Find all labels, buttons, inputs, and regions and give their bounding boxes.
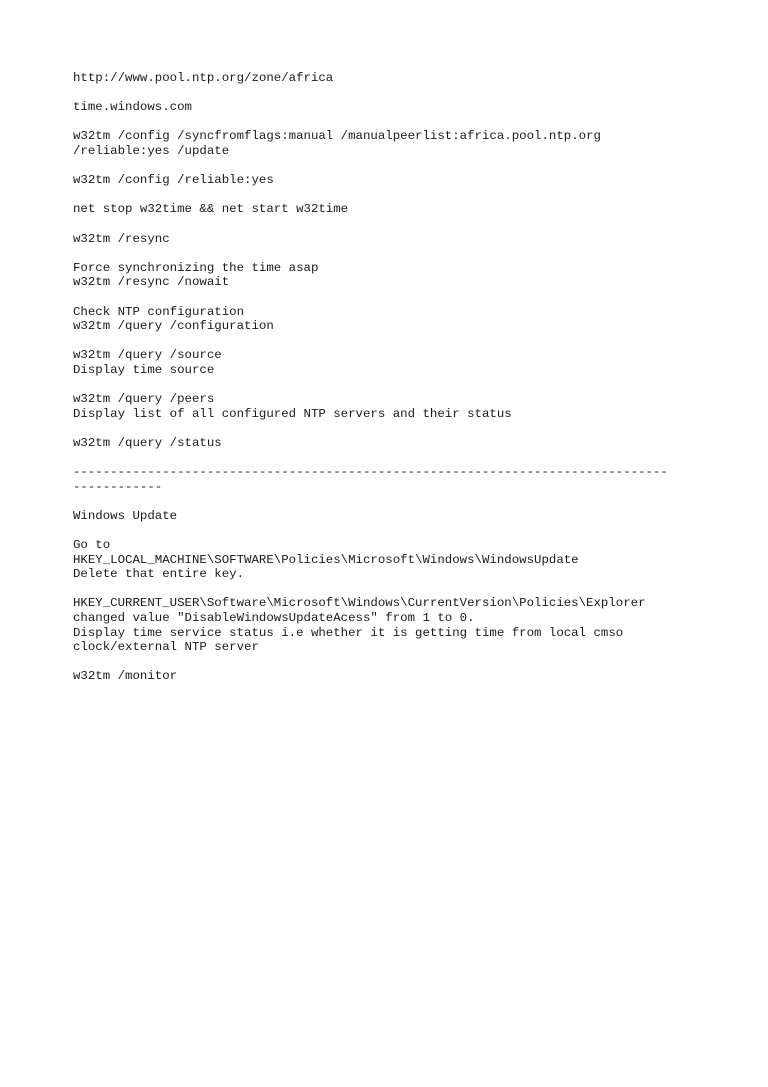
text-line: time.windows.com xyxy=(73,100,192,115)
paragraph xyxy=(73,436,733,451)
text-line: ------------ xyxy=(73,479,163,494)
text-line: Display time source xyxy=(73,362,215,377)
text-line: Windows Update xyxy=(73,508,178,523)
paragraph xyxy=(73,129,733,158)
text-line: clock/external NTP server xyxy=(73,640,259,655)
paragraph xyxy=(73,509,733,524)
paragraph xyxy=(73,538,733,582)
text-line: w32tm /resync xyxy=(73,231,170,246)
text-line: Display list of all configured NTP servers and their status xyxy=(73,406,512,421)
text-line: w32tm /resync /nowait xyxy=(73,275,230,290)
text-line: w32tm /query /peers xyxy=(73,392,215,407)
text-line: http://www.pool.ntp.org/zone/africa xyxy=(73,71,334,85)
paragraph xyxy=(73,348,733,377)
paragraph xyxy=(73,71,733,86)
text-line: w32tm /monitor xyxy=(73,669,178,684)
text-line: net stop w32time && net start w32time xyxy=(73,202,349,217)
text-line: w32tm /query /configuration xyxy=(73,319,274,334)
document-body xyxy=(73,71,733,699)
paragraph xyxy=(73,173,733,188)
text-line: Force synchronizing the time asap xyxy=(73,260,319,275)
text-line: w32tm /query /source xyxy=(73,348,222,363)
paragraph xyxy=(73,465,733,494)
text-line: -------------------------------------------------------------------------------- xyxy=(73,465,668,480)
text-line: Display time service status i.e whether it is getting time from local cmso xyxy=(73,625,624,640)
text-line: HKEY_CURRENT_USER\Software\Microsoft\Windows\CurrentVersion\Policies\Explorer xyxy=(73,596,646,611)
text-line: Delete that entire key. xyxy=(73,567,245,582)
paragraph xyxy=(73,232,733,247)
text-line: /reliable:yes /update xyxy=(73,143,230,158)
paragraph xyxy=(73,261,733,290)
paragraph xyxy=(73,596,733,654)
text-line: w32tm /config /syncfromflags:manual /manualpeerlist:africa.pool.ntp.org xyxy=(73,129,601,144)
text-line: HKEY_LOCAL_MACHINE\SOFTWARE\Policies\Microsoft\Windows\WindowsUpdate xyxy=(73,552,579,567)
text-line: w32tm /query /status xyxy=(73,435,222,450)
paragraph xyxy=(73,669,733,684)
paragraph xyxy=(73,305,733,334)
text-line: changed value "DisableWindowsUpdateAcess" from 1 to 0. xyxy=(73,610,475,625)
paragraph xyxy=(73,100,733,115)
text-line: w32tm /config /reliable:yes xyxy=(73,173,274,188)
text-line: Check NTP configuration xyxy=(73,304,245,319)
text-line: Go to xyxy=(73,538,111,552)
paragraph xyxy=(73,202,733,217)
paragraph xyxy=(73,392,733,421)
